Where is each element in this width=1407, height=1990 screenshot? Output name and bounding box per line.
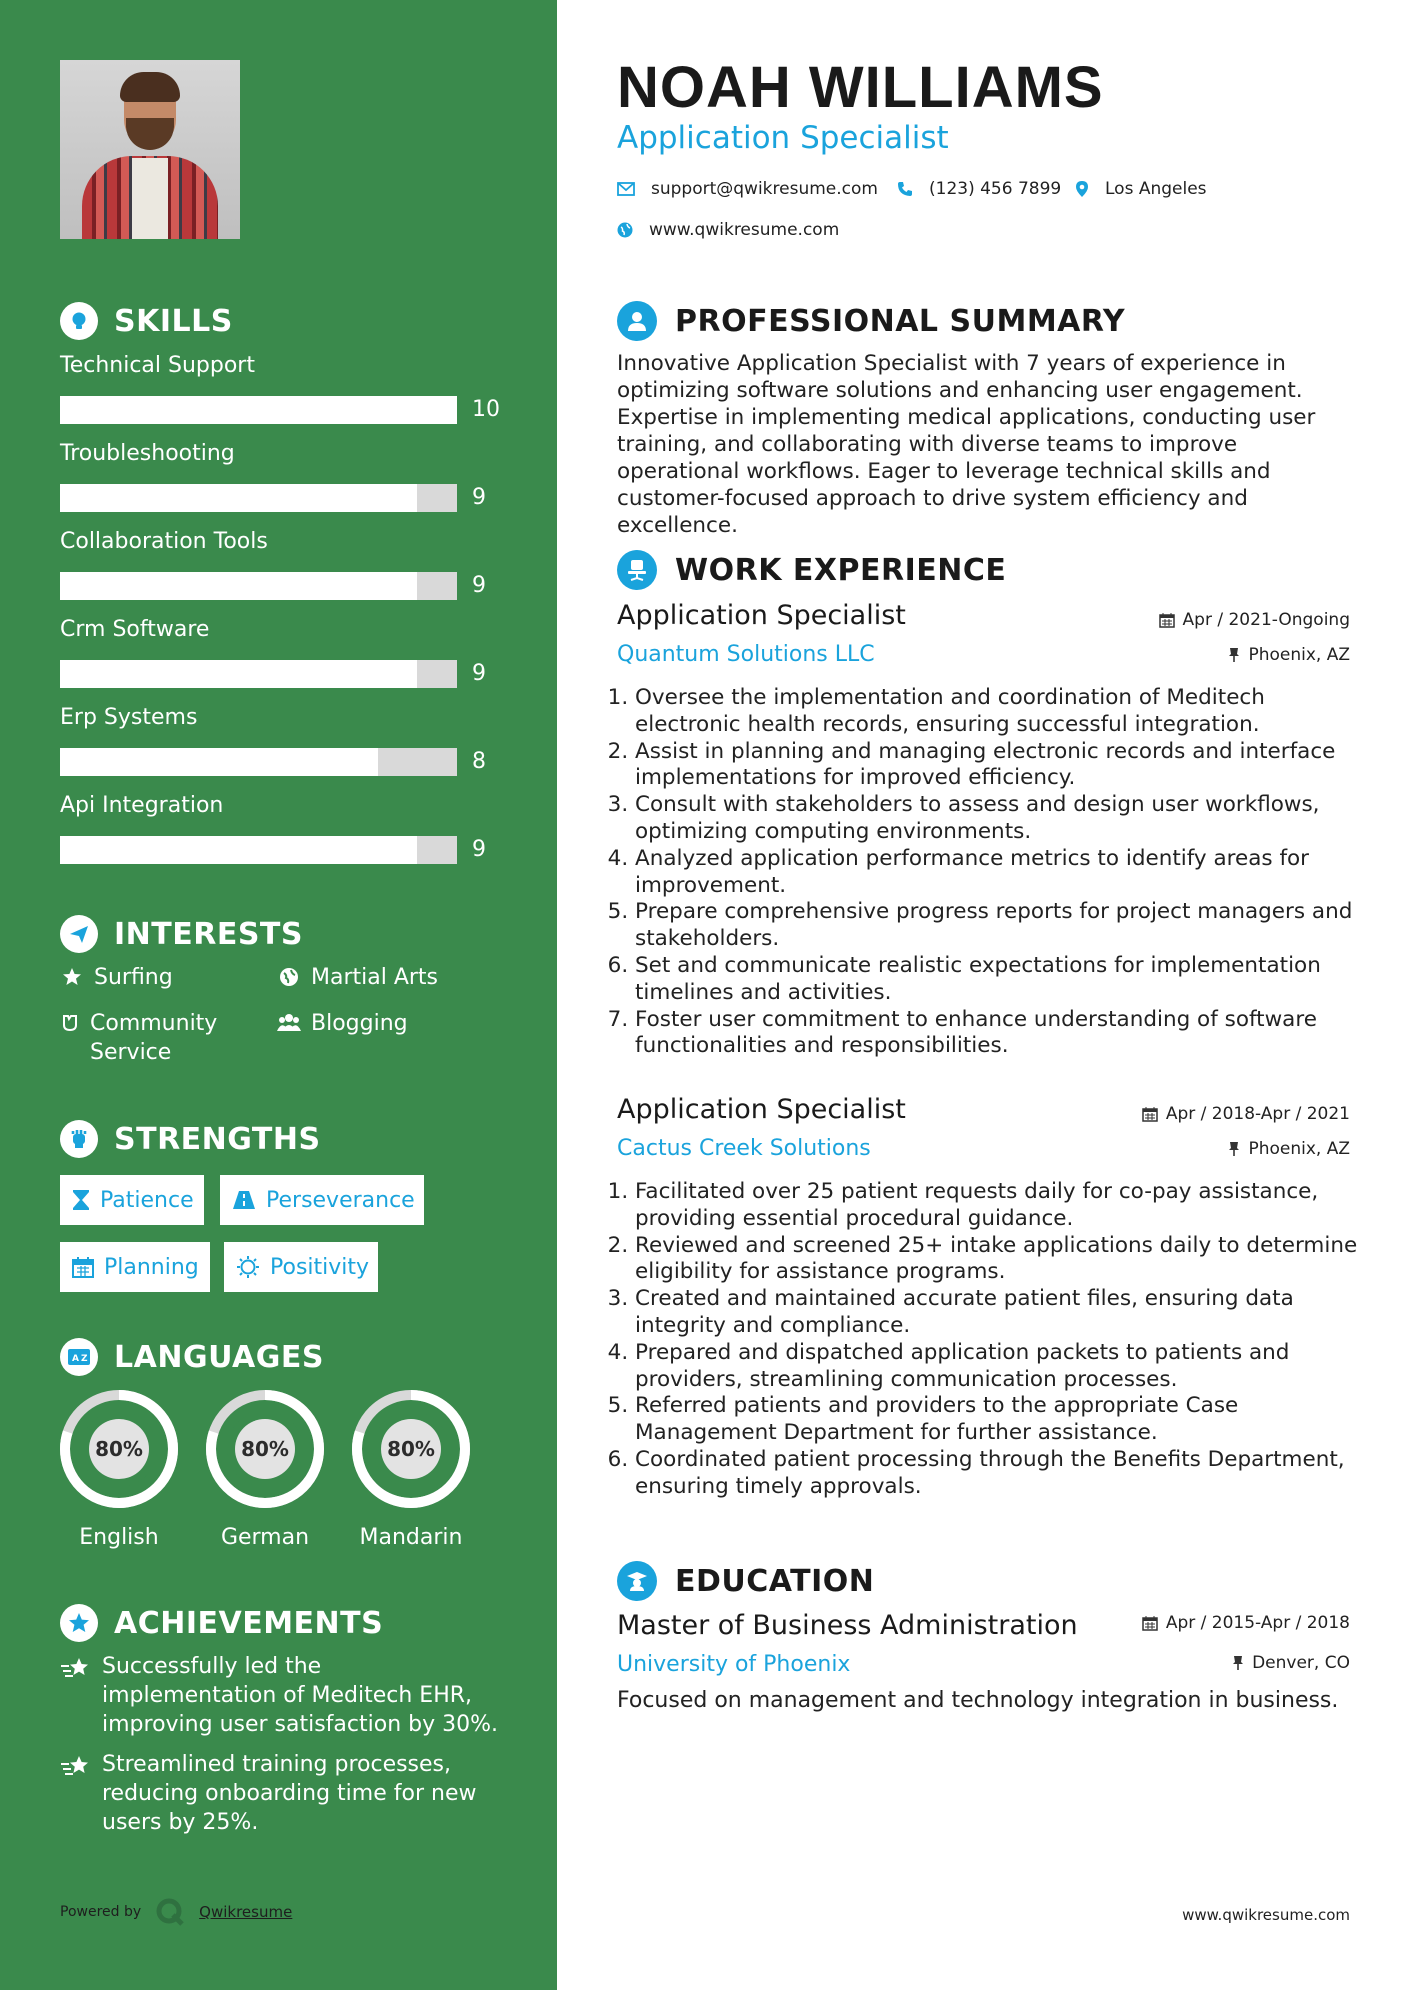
office-chair-icon (617, 550, 657, 590)
list-item: 6. Coordinated patient processing through the Benefits Department, ensuring timely approvals. (635, 1447, 1375, 1501)
list-item: 3. Consult with stakeholders to assess and design user workflows, optimizing computing environments. (635, 792, 1375, 846)
skill-item: Erp Systems 8 (60, 705, 486, 774)
list-item: 4. Analyzed application performance metrics to identify areas for improvement. (635, 846, 1375, 900)
education-dates: Apr / 2015-Apr / 2018 (1142, 1613, 1350, 1633)
skill-item: Troubleshooting 9 (60, 441, 486, 510)
website-contact: www.qwikresume.com (617, 220, 839, 240)
list-item: 2. Assist in planning and managing electronic records and interface implementations for improved efficiency. (635, 739, 1375, 793)
list-item: 4. Prepared and dispatched application packets to patients and providers, streamlining communication processes. (635, 1340, 1375, 1394)
fist-icon (60, 1120, 98, 1158)
skill-bar (60, 836, 457, 864)
pin-icon (1228, 647, 1240, 663)
road-icon (232, 1190, 256, 1210)
job-responsibilities (617, 685, 1375, 1060)
skill-bar (60, 660, 457, 688)
job-location: Phoenix, AZ (1228, 1139, 1350, 1159)
experience-heading: WORK EXPERIENCE (617, 550, 1006, 590)
list-item: 5. Referred patients and providers to the appropriate Case Management Department for further assistance. (635, 1393, 1375, 1447)
language-ring (349, 1387, 473, 1511)
list-item: 1. Oversee the implementation and coordination of Meditech electronic health records, ensuring successful integration. (635, 685, 1375, 739)
calendar-icon (1159, 612, 1175, 628)
qwikresume-logo-icon (155, 1897, 185, 1927)
school-name: University of Phoenix (617, 1652, 851, 1677)
list-item: 3. Created and maintained accurate patient files, ensuring data integrity and compliance. (635, 1286, 1375, 1340)
calendar-icon (1142, 1615, 1158, 1631)
star-badge-icon (60, 1604, 98, 1642)
achievement-item: Streamlined training processes, reducing onboarding time for new users by 25%. (60, 1750, 500, 1837)
profile-photo (60, 60, 240, 239)
main-content (557, 0, 1407, 1990)
calendar-icon (1142, 1106, 1158, 1122)
lightbulb-icon (60, 302, 98, 340)
interests-heading: INTERESTS (60, 915, 303, 953)
interest-item: Surfing (60, 963, 173, 992)
strength-badge: Planning (60, 1242, 210, 1292)
strengths-heading: STRENGTHS (60, 1120, 321, 1158)
graduate-icon (617, 1561, 657, 1601)
degree-title: Master of Business Administration (617, 1610, 1078, 1641)
map-pin-icon (1075, 180, 1089, 198)
list-item: 1. Facilitated over 25 patient requests daily for co-pay assistance, providing essential procedural guidance. (635, 1179, 1375, 1233)
sun-icon (236, 1255, 260, 1279)
location-contact: Los Angeles (1075, 179, 1207, 199)
job-company: Cactus Creek Solutions (617, 1136, 871, 1161)
sidebar (0, 0, 557, 1990)
interest-item: Blogging (277, 1009, 408, 1038)
interest-item: Martial Arts (277, 963, 438, 992)
envelope-icon (617, 182, 635, 196)
languages-heading: A Z LANGUAGES (60, 1338, 324, 1376)
language-item: 80% Mandarin (349, 1387, 473, 1550)
list-item: 5. Prepare comprehensive progress reports for project managers and stakeholders. (635, 899, 1375, 953)
phone-icon (897, 181, 913, 197)
phone-contact: (123) 456 7899 (897, 179, 1061, 199)
user-icon (617, 301, 657, 341)
education-location: Denver, CO (1232, 1653, 1350, 1673)
skill-bar (60, 396, 457, 424)
achievement-item: Successfully led the implementation of Meditech EHR, improving user satisfaction by 30%. (60, 1652, 500, 1739)
strength-badge: Patience (60, 1175, 204, 1225)
qwikresume-link[interactable]: Qwikresume (199, 1903, 293, 1921)
skill-bar (60, 748, 457, 776)
skill-item: Crm Software 9 (60, 617, 486, 686)
globe-icon (277, 963, 301, 987)
skill-bar (60, 484, 457, 512)
svg-text:A: A (72, 1354, 79, 1364)
language-ring (57, 1387, 181, 1511)
job-location: Phoenix, AZ (1228, 645, 1350, 665)
job-dates: Apr / 2021-Ongoing (1159, 610, 1350, 630)
strength-badge: Positivity (224, 1242, 378, 1292)
candidate-name: NOAH WILLIAMS (617, 55, 1104, 120)
list-item: 7. Foster user commitment to enhance understanding of software functionalities and responsibilities. (635, 1007, 1375, 1061)
users-icon (277, 1009, 301, 1033)
svg-text:80%: 80% (95, 1437, 143, 1461)
skill-bar (60, 572, 457, 600)
job-title: Application Specialist (617, 1094, 906, 1125)
interest-item: Community Service (60, 1009, 240, 1067)
powered-by: Powered by Qwikresume (60, 1897, 292, 1927)
svg-text:80%: 80% (241, 1437, 289, 1461)
language-item: 80% English (57, 1387, 181, 1550)
pin-icon (1232, 1655, 1244, 1671)
heart-hand-icon (60, 1009, 80, 1033)
job-dates: Apr / 2018-Apr / 2021 (1142, 1104, 1350, 1124)
globe-icon (617, 222, 633, 238)
calendar-icon (72, 1256, 94, 1278)
summary-heading: PROFESSIONAL SUMMARY (617, 301, 1125, 341)
pin-icon (1228, 1141, 1240, 1157)
candidate-role: Application Specialist (617, 120, 949, 156)
skill-item: Collaboration Tools 9 (60, 529, 486, 598)
email-contact: support@qwikresume.com (617, 179, 878, 199)
shooting-star-icon (60, 1652, 92, 1690)
skill-item: Api Integration 9 (60, 793, 486, 862)
language-item: 80% German (203, 1387, 327, 1550)
svg-text:Z: Z (81, 1354, 88, 1364)
list-item: 6. Set and communicate realistic expectations for implementation timelines and activities. (635, 953, 1375, 1007)
shooting-star-icon (60, 1750, 92, 1788)
job-responsibilities (617, 1179, 1375, 1501)
paper-plane-icon (60, 915, 98, 953)
svg-text:80%: 80% (387, 1437, 435, 1461)
job-title: Application Specialist (617, 600, 906, 631)
education-description: Focused on management and technology integration in business. (617, 1688, 1339, 1713)
education-heading: EDUCATION (617, 1561, 874, 1601)
star-icon (60, 963, 84, 987)
list-item: 2. Reviewed and screened 25+ intake applications daily to determine eligibility for assistance programs. (635, 1233, 1375, 1287)
summary-text: Innovative Application Specialist with 7 years of experience in optimizing software solutions and enhancing user engagement. Expertise in implementing medical applications, conducting user training, and collaborating with diverse teams to improve operational workflows. Eager to leverage technical skills and customer-focused approach to drive system efficiency and excellence. (617, 351, 1316, 538)
footer-website[interactable]: www.qwikresume.com (1182, 1906, 1350, 1924)
language-ring (203, 1387, 327, 1511)
job-company: Quantum Solutions LLC (617, 642, 875, 667)
achievements-heading: ACHIEVEMENTS (60, 1604, 383, 1642)
strength-badge: Perseverance (220, 1175, 424, 1225)
skills-heading: SKILLS (60, 302, 233, 340)
hourglass-icon (72, 1189, 90, 1211)
skill-item: Technical Support 10 (60, 353, 500, 422)
translate-icon (60, 1338, 98, 1376)
